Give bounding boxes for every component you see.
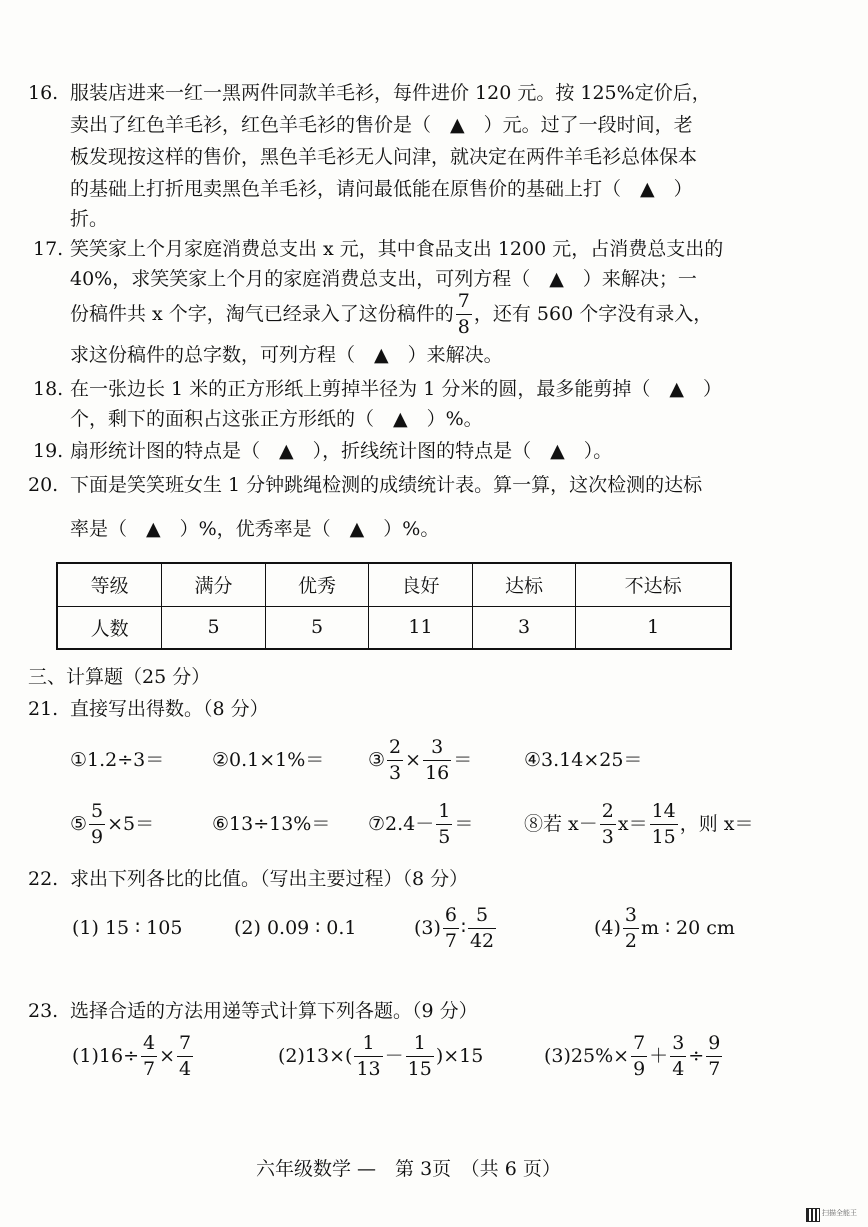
denominator: 4 (672, 1057, 685, 1080)
q22-part-4 (594, 904, 735, 952)
q17-line-with-fraction (70, 289, 713, 338)
table-cell: 优秀 (265, 563, 368, 606)
denominator: 4 (179, 1057, 192, 1080)
text: ＝ (454, 812, 474, 835)
text: (2)13×( (278, 1044, 353, 1067)
table-cell: 人数 (57, 606, 162, 649)
fraction (354, 1031, 382, 1080)
numerator: 3 (431, 735, 444, 758)
table-cell: 1 (576, 606, 731, 649)
q18-line: 个，剩下的面积占这张正方形纸的（ ▲ ）%。 (70, 408, 483, 430)
q20-line: 下面是笑笑班女生 1 分钟跳绳检测的成绩统计表。算一算，这次检测的达标 (70, 474, 703, 496)
fraction (623, 903, 639, 952)
text: ④3.14×25＝ (524, 748, 643, 771)
qr-code-icon (806, 1208, 820, 1222)
page-footer: 六年级数学 — 第 3页 （共 6 页） (256, 1158, 561, 1180)
scanner-watermark: 扫描全能王 (822, 1209, 857, 1217)
denominator: 2 (624, 929, 638, 952)
fraction (456, 289, 472, 338)
text: (1)16÷ (72, 1044, 140, 1067)
q21-item-4 (524, 736, 642, 784)
numerator: 14 (651, 799, 676, 822)
fraction (177, 1031, 193, 1080)
denominator: 3 (601, 825, 614, 848)
table-cell: 满分 (162, 563, 265, 606)
question-number: 20. (28, 474, 59, 496)
numerator: 7 (179, 1031, 192, 1054)
fraction (600, 799, 616, 848)
fraction (436, 799, 452, 848)
table-cell: 不达标 (576, 563, 731, 606)
question-number: 19. (33, 440, 64, 462)
text: ⑦2.4－ (368, 812, 435, 835)
denominator: 9 (633, 1057, 646, 1080)
q18-line: 在一张边长 1 米的正方形纸上剪掉半径为 1 分米的圆，最多能剪掉（ ▲ ） (70, 378, 722, 400)
text: (2) 0.09 ∶ 0.1 (234, 916, 357, 939)
table-cell: 5 (265, 606, 368, 649)
text: ⑥13÷13%＝ (212, 812, 331, 835)
q22-part-2 (234, 904, 357, 952)
fraction (706, 1031, 722, 1080)
denominator: 15 (651, 825, 676, 848)
fraction (443, 903, 459, 952)
text: ，则 x＝ (679, 812, 754, 835)
text: ，还有 560 个字没有录入， (473, 302, 713, 325)
fraction (141, 1031, 157, 1080)
q22-part-1 (72, 904, 182, 952)
q22-title: 求出下列各比的比值。（写出主要过程）（8 分） (70, 868, 469, 890)
denominator: 9 (91, 825, 104, 848)
numerator: 5 (91, 799, 104, 822)
numerator: 1 (362, 1031, 375, 1054)
table-cell: 5 (162, 606, 265, 649)
text: (3)25%× (544, 1044, 630, 1067)
score-table (56, 562, 732, 650)
operator: ∶ (461, 916, 466, 939)
denominator: 15 (407, 1057, 432, 1080)
numerator: 2 (389, 735, 402, 758)
q16-line: 服装店进来一红一黑两件同款羊毛衫，每件进价 120 元。按 125%定价后， (70, 82, 711, 104)
fraction (631, 1031, 647, 1080)
fraction (468, 903, 496, 952)
operator: × (405, 748, 422, 771)
q23-title: 选择合适的方法用递等式计算下列各题。（9 分） (70, 1000, 478, 1022)
question-number: 17. (33, 238, 64, 260)
denominator: 8 (457, 315, 470, 338)
table-cell: 良好 (369, 563, 472, 606)
text: ①1.2÷3＝ (70, 748, 165, 771)
fraction (650, 799, 678, 848)
q17-line: 求这份稿件的总字数，可列方程（ ▲ ）来解决。 (70, 344, 503, 366)
text: (3) (414, 916, 441, 939)
q23-part-1 (72, 1030, 195, 1082)
numerator: 3 (624, 903, 638, 926)
denominator: 7 (444, 929, 458, 952)
operator: × (159, 1044, 176, 1067)
table-cell: 等级 (57, 563, 162, 606)
section-title: 三、计算题（25 分） (28, 666, 211, 688)
fraction (423, 735, 451, 784)
text: ＝ (453, 748, 473, 771)
q23-part-3 (544, 1030, 724, 1082)
numerator: 6 (444, 903, 458, 926)
fraction (89, 799, 105, 848)
operator: ＋ (649, 1044, 669, 1067)
numerator: 7 (457, 289, 470, 312)
q21-item-5 (70, 800, 154, 848)
question-number: 21. (28, 698, 59, 720)
q21-item-1 (70, 736, 164, 784)
table-cell: 11 (369, 606, 472, 649)
numerator: 3 (672, 1031, 685, 1054)
fraction (387, 735, 403, 784)
table-cell: 3 (472, 606, 575, 649)
numerator: 4 (143, 1031, 156, 1054)
q20-line: 率是（ ▲ ）%，优秀率是（ ▲ ）%。 (70, 518, 440, 540)
question-number: 22. (28, 868, 59, 890)
text: (4) (594, 916, 621, 939)
denominator: 7 (143, 1057, 156, 1080)
text: 份稿件共 x 个字，淘气已经录入了这份稿件的 (70, 302, 454, 325)
numerator: 7 (633, 1031, 646, 1054)
q21-item-2 (212, 736, 324, 784)
fraction (670, 1031, 686, 1080)
q23-part-2 (278, 1030, 483, 1082)
fraction (406, 1031, 434, 1080)
text: m ∶ 20 cm (641, 916, 735, 939)
numerator: 9 (708, 1031, 721, 1054)
numerator: 5 (476, 903, 489, 926)
denominator: 3 (389, 761, 402, 784)
denominator: 7 (708, 1057, 721, 1080)
operator: ÷ (688, 1044, 705, 1067)
text: ×5＝ (107, 812, 155, 835)
text: ③ (368, 748, 386, 771)
q21-title: 直接写出得数。（8 分） (70, 698, 269, 720)
text: )×15 (435, 1044, 484, 1067)
table-row (57, 563, 731, 606)
numerator: 1 (413, 1031, 426, 1054)
denominator: 13 (356, 1057, 381, 1080)
denominator: 42 (469, 929, 495, 952)
q21-item-6 (212, 800, 330, 848)
q19-line: 扇形统计图的特点是（ ▲ ），折线统计图的特点是（ ▲ ）。 (70, 440, 613, 462)
numerator: 2 (601, 799, 614, 822)
q16-line: 折。 (70, 208, 109, 230)
text: ②0.1×1%＝ (212, 748, 325, 771)
numerator: 1 (438, 799, 451, 822)
text: (1) 15 ∶ 105 (72, 916, 183, 939)
q16-line: 板发现按这样的售价，黑色羊毛衫无人问津，就决定在两件羊毛衫总体保本 (70, 146, 698, 168)
table-cell: 达标 (472, 563, 575, 606)
q22-part-3 (414, 904, 498, 952)
question-number: 23. (28, 1000, 59, 1022)
table-row (57, 606, 731, 649)
operator: － (384, 1044, 404, 1067)
q17-line: 笑笑家上个月家庭消费总支出 x 元，其中食品支出 1200 元，占消费总支出的 (70, 238, 724, 260)
text: x＝ (617, 812, 648, 835)
text: ⑤ (70, 812, 88, 835)
q16-line: 的基础上打折甩卖黑色羊毛衫，请问最低能在原售价的基础上打（ ▲ ） (70, 178, 693, 200)
q21-item-8 (524, 800, 754, 848)
q21-item-7 (368, 800, 473, 848)
text: ⑧若 x－ (524, 812, 598, 835)
q17-line: 40%，求笑笑家上个月的家庭消费总支出，可列方程（ ▲ ）来解决；一 (70, 268, 697, 290)
q16-line: 卖出了红色羊毛衫，红色羊毛衫的售价是（ ▲ ）元。过了一段时间，老 (70, 114, 693, 136)
question-number: 16. (28, 82, 59, 104)
denominator: 5 (438, 825, 451, 848)
q21-item-3 (368, 736, 472, 784)
question-number: 18. (33, 378, 64, 400)
denominator: 16 (425, 761, 450, 784)
